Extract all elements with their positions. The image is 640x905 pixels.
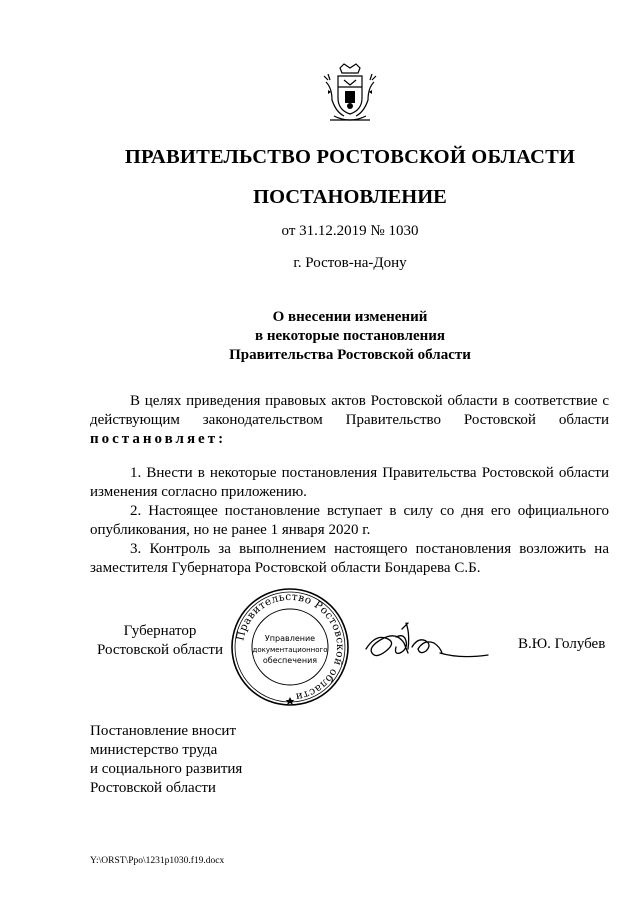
submitted-by-line: Постановление вносит: [90, 723, 237, 739]
subject-line: О внесении изменений: [272, 309, 428, 325]
star-icon: [286, 697, 295, 705]
handwritten-signature: [362, 615, 492, 675]
signer-title-line: Губернатор: [123, 623, 197, 639]
intro-text: В целях приведения правовых актов Ростовской области в соответствие с действующим законодательством Правительство Ростовской области: [90, 393, 609, 428]
decree-item: [90, 502, 609, 540]
decree-item: [90, 464, 609, 502]
subject-line: Правительства Ростовской области: [229, 347, 471, 363]
signer-title: [90, 622, 230, 660]
submitted-by-line: министерство труда: [90, 742, 218, 758]
submitted-by-line: и социального развития: [90, 761, 243, 777]
seal-center-line: документационного: [252, 646, 328, 654]
signer-name: В.Ю. Голубев: [518, 636, 606, 652]
decree-item-text: 2. Настоящее постановление вступает в силу со дня его официального опубликования, но не ранее 1 января 2020 г.: [90, 503, 609, 538]
subject-line: в некоторые постановления: [254, 328, 446, 344]
seal-center-line: Управление: [264, 634, 316, 643]
decree-item: [90, 540, 609, 578]
document-subject: [0, 308, 640, 365]
document-date-number: от 31.12.2019 № 1030: [281, 223, 419, 239]
document-type-title: ПОСТАНОВЛЕНИЕ: [253, 186, 447, 208]
official-seal: [228, 585, 352, 709]
coat-of-arms-icon: [318, 62, 382, 126]
seal-center-line: обеспечения: [262, 656, 318, 665]
government-title: ПРАВИТЕЛЬСТВО РОСТОВСКОЙ ОБЛАСТИ: [124, 146, 576, 168]
submitted-by-line: Ростовской области: [90, 780, 216, 796]
file-path: Y:\ORST\Ppo\1231p1030.f19.docx: [90, 856, 225, 866]
decree-word: постановляет:: [90, 431, 227, 447]
seal-ring-text: Правительство Ростовской области: [234, 590, 347, 703]
decree-item-text: 3. Контроль за выполнением настоящего постановления возложить на заместителя Губернатора Ростовской области Бондарева С.Б.: [90, 541, 609, 576]
intro-paragraph: [90, 392, 609, 449]
document-city: г. Ростов-на-Дону: [293, 255, 407, 271]
submitted-by-block: [90, 722, 310, 798]
signer-title-line: Ростовской области: [97, 642, 223, 658]
decree-item-text: 1. Внести в некоторые постановления Правительства Ростовской области изменения согласно приложению.: [90, 465, 609, 500]
